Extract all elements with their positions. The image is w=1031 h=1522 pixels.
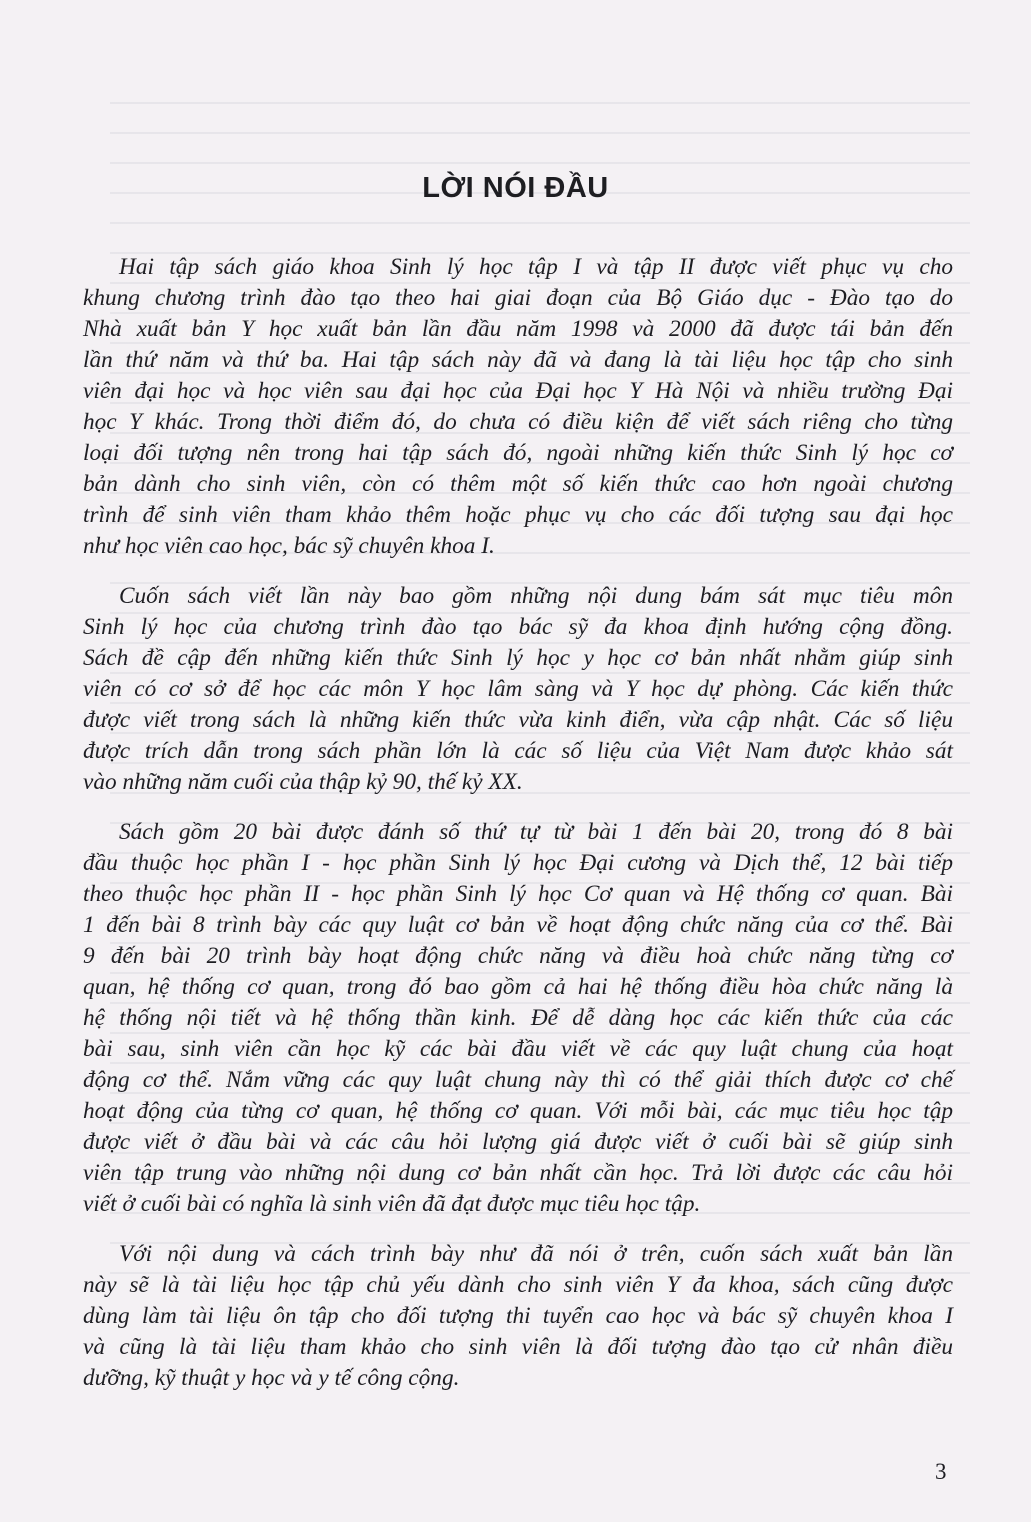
- text-line: Nhà xuất bản Y học xuất bản lần đầu năm 1998 và 2000 đã được tái bản đến: [83, 316, 953, 342]
- text-line: lần thứ năm và thứ ba. Hai tập sách này đã và đang là tài liệu học tập cho sinh: [83, 347, 953, 373]
- text-line: này sẽ là tài liệu học tập chủ yếu dành cho sinh viên Y đa khoa, sách cũng được: [83, 1272, 953, 1298]
- text-line: viên có cơ sở để học các môn Y học lâm sàng và Y học dự phòng. Các kiến thức: [83, 676, 953, 702]
- text-line: loại đối tượng nên trong hai tập sách đó, ngoài những kiến thức Sinh lý học cơ: [83, 440, 953, 466]
- text-line: hệ thống nội tiết và hệ thống thần kinh. Để dễ dàng học các kiến thức của các: [83, 1005, 953, 1031]
- text-line: như học viên cao học, bác sỹ chuyên khoa I.: [83, 533, 495, 559]
- text-line: bản dành cho sinh viên, còn có thêm một số kiến thức cao hơn ngoài chương: [83, 471, 953, 497]
- page-number: 3: [935, 1459, 947, 1484]
- paragraph-4: [83, 1239, 953, 1394]
- text-line: Hai tập sách giáo khoa Sinh lý học tập I và tập II được viết phục vụ cho: [119, 254, 953, 280]
- text-line: viết ở cuối bài có nghĩa là sinh viên đã đạt được mục tiêu học tập.: [83, 1191, 701, 1217]
- text-line: Sách gồm 20 bài được đánh số thứ tự từ bài 1 đến bài 20, trong đó 8 bài: [119, 819, 953, 845]
- preface-body: [83, 252, 953, 1413]
- text-line: trình để sinh viên tham khảo thêm hoặc phục vụ cho các đối tượng sau đại học: [83, 502, 953, 528]
- text-line: viên tập trung vào những nội dung cơ bản nhất cần học. Trả lời được các câu hỏi: [83, 1160, 953, 1186]
- text-line: Sách đề cập đến những kiến thức Sinh lý học y học cơ bản nhất nhằm giúp sinh: [83, 645, 953, 671]
- text-line: được trích dẫn trong sách phần lớn là các số liệu của Việt Nam được khảo sát: [83, 738, 953, 764]
- text-line: viên đại học và học viên sau đại học của Đại học Y Hà Nội và nhiều trường Đại: [83, 378, 953, 404]
- text-line: theo thuộc học phần II - học phần Sinh lý học Cơ quan và Hệ thống cơ quan. Bài: [83, 881, 953, 907]
- paragraph-3: [83, 817, 953, 1220]
- text-line: hoạt động của từng cơ quan, hệ thống cơ quan. Với mỗi bài, các mục tiêu học tập: [83, 1098, 953, 1124]
- text-line: động cơ thể. Nắm vững các quy luật chung này thì có thể giải thích được cơ chế: [83, 1067, 953, 1093]
- text-line: quan, hệ thống cơ quan, trong đó bao gồm cả hai hệ thống điều hòa chức năng là: [83, 974, 953, 1000]
- text-line: 1 đến bài 8 trình bày các quy luật cơ bản về hoạt động chức năng của cơ thể. Bài: [83, 912, 953, 938]
- text-line: khung chương trình đào tạo theo hai giai đoạn của Bộ Giáo dục - Đào tạo do: [83, 285, 953, 311]
- text-line: học Y khác. Trong thời điểm đó, do chưa có điều kiện để viết sách riêng cho từng: [83, 409, 953, 435]
- text-line: và cũng là tài liệu tham khảo cho sinh viên là đối tượng đào tạo cử nhân điều: [83, 1334, 953, 1360]
- text-line: Với nội dung và cách trình bày như đã nói ở trên, cuốn sách xuất bản lần: [119, 1241, 953, 1267]
- text-line: dùng làm tài liệu ôn tập cho đối tượng thi tuyển cao học và bác sỹ chuyên khoa I: [83, 1303, 953, 1329]
- text-line: Cuốn sách viết lần này bao gồm những nội dung bám sát mục tiêu môn: [119, 583, 953, 609]
- text-line: 9 đến bài 20 trình bày hoạt động chức năng và điều hoà chức năng từng cơ: [83, 943, 953, 969]
- text-line: dưỡng, kỹ thuật y học và y tế công cộng.: [83, 1365, 460, 1391]
- paragraph-2: [83, 581, 953, 798]
- text-line: được viết ở đầu bài và các câu hỏi lượng giá được viết ở cuối bài sẽ giúp sinh: [83, 1129, 953, 1155]
- text-line: vào những năm cuối của thập kỷ 90, thế kỷ XX.: [83, 769, 523, 795]
- text-line: Sinh lý học của chương trình đào tạo bác sỹ đa khoa định hướng cộng đồng.: [83, 614, 953, 640]
- paragraph-1: [83, 252, 953, 562]
- text-line: được viết trong sách là những kiến thức vừa kinh điển, vừa cập nhật. Các số liệu: [83, 707, 953, 733]
- page-title: LỜI NÓI ĐẦU: [422, 172, 609, 204]
- text-line: bài sau, sinh viên cần học kỹ các bài đầu viết về các quy luật chung của hoạt: [83, 1036, 953, 1062]
- text-line: đầu thuộc học phần I - học phần Sinh lý học Đại cương và Dịch thể, 12 bài tiếp: [83, 850, 953, 876]
